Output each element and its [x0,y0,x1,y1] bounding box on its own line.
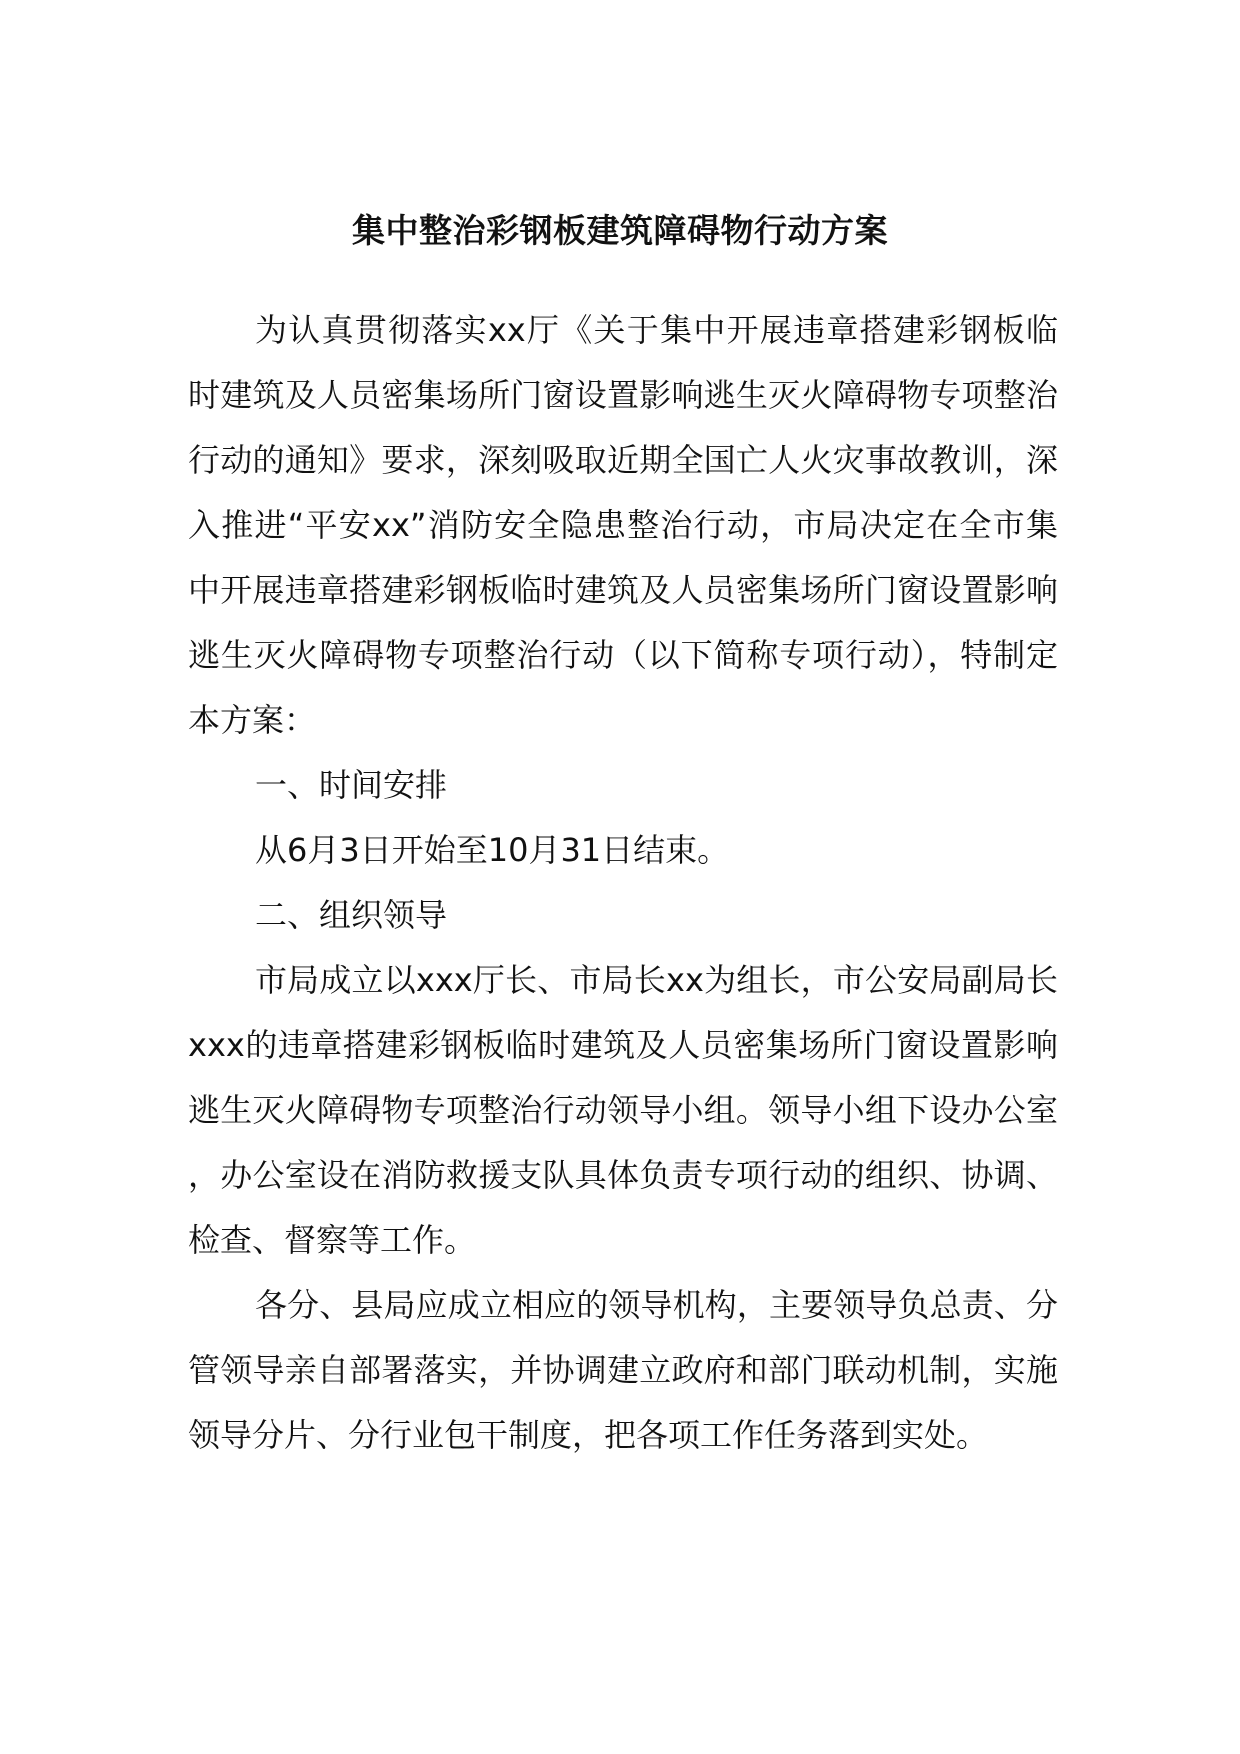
paragraph-county-bureaus: 各分、县局应成立相应的领导机构，主要领导负总责、分管领导亲自部署落实，并协调建立政府和部门联动机制，实施领导分片、分行业包干制度，把各项工作任务落到实处。 [188,1286,1058,1454]
paragraph-leadership-group: 市局成立以xxx厅长、市局长xx为组长，市公安局副局长xxx的违章搭建彩钢板临时建筑及人员密集场所门窗设置影响逃生灭火障碍物专项整治行动领导小组。领导小组下设办公室，办公室设在消防救援支队具体负责专项行动的组织、协调、检查、督察等工作。 [188,961,1058,1259]
section-heading-schedule: 一、时间安排 [255,766,448,804]
section-heading-leadership: 二、组织领导 [255,896,448,934]
paragraph-schedule: 从6月3日开始至10月31日结束。 [255,831,730,869]
document-title: 集中整治彩钢板建筑障碍物行动方案 [352,211,888,250]
document-body [188,298,1058,1468]
paragraph-intro: 为认真贯彻落实xx厅《关于集中开展违章搭建彩钢板临时建筑及人员密集场所门窗设置影响逃生灭火障碍物专项整治行动的通知》要求，深刻吸取近期全国亡人火灾事故教训，深入推进“平安xx”消防安全隐患整治行动，市局决定在全市集中开展违章搭建彩钢板临时建筑及人员密集场所门窗设置影响逃生灭火障碍物专项整治行动（以下简称专项行动），特制定本方案： [188,311,1058,739]
